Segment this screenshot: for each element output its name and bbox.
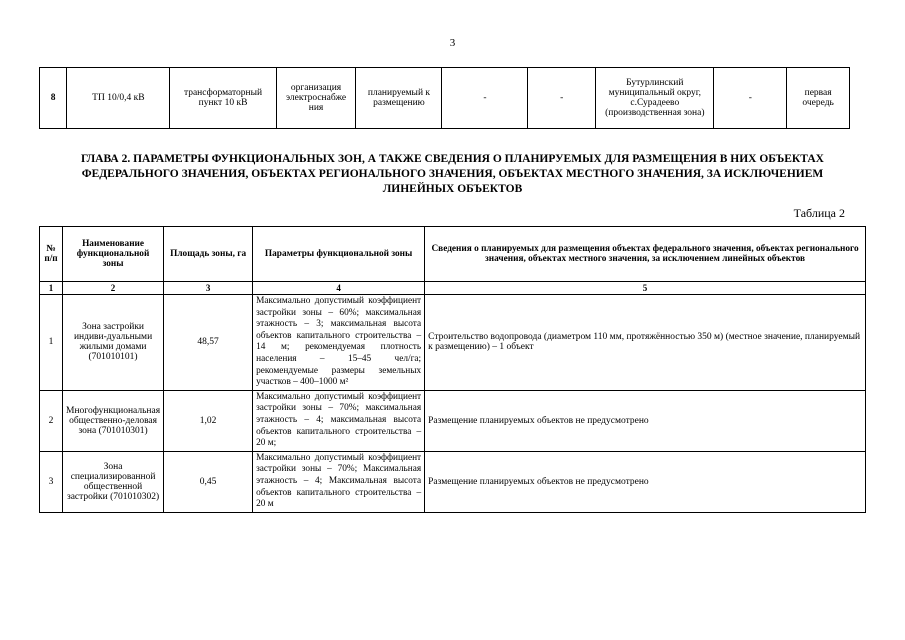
zone-name: Многофункциональная общественно-деловая зона (701010301) <box>63 390 164 451</box>
table-row <box>40 68 850 129</box>
zone-area: 0,45 <box>164 451 253 512</box>
zones-table <box>39 226 866 513</box>
cell-dash-3: - <box>714 68 787 129</box>
cell-dash-2: - <box>528 68 596 129</box>
zone-area: 48,57 <box>164 295 253 391</box>
cell-dash-1: - <box>442 68 528 129</box>
column-number: 1 <box>40 282 63 295</box>
column-number: 4 <box>253 282 425 295</box>
zone-objects: Размещение планируемых объектов не предусмотрено <box>425 390 866 451</box>
continuation-table <box>39 67 850 129</box>
column-number: 3 <box>164 282 253 295</box>
cell-location: Бутурлинский муниципальный округ, с.Сурадеево (производственная зона) <box>596 68 714 129</box>
cell-stage: первая очередь <box>787 68 850 129</box>
header-objects: Сведения о планируемых для размещения объектах федерального значения, объектах регионального значения, объектах местного значения, за исключением линейных объектов <box>425 227 866 282</box>
table-row <box>40 451 866 512</box>
cell-object-name: ТП 10/0,4 кВ <box>67 68 170 129</box>
header-params: Параметры функциональной зоны <box>253 227 425 282</box>
header-number: № п/п <box>40 227 63 282</box>
zone-objects: Строительство водопровода (диаметром 110 мм, протяжённостью 350 м) (местное значение, планируемый к размещению) – 1 объект <box>425 295 866 391</box>
zone-name: Зона застройки индиви-дуальными жилыми домами (701010101) <box>63 295 164 391</box>
zone-params: Максимально допустимый коэффициент застройки зоны – 60%; максимальная этажность – 3; максимальная высота объектов капитального строительства – 14 м; рекомендуемая плотность населения – 15–45 чел/га; рекомендуемые размеры земельных участков – 400–1000 м² <box>253 295 425 391</box>
cell-purpose: организация электроснабже ния <box>276 68 356 129</box>
header-area: Площадь зоны, га <box>164 227 253 282</box>
cell-object-type: трансформаторный пункт 10 кВ <box>170 68 276 129</box>
page-number: 3 <box>449 37 456 49</box>
table-caption: Таблица 2 <box>793 206 845 220</box>
row-number: 1 <box>40 295 63 391</box>
cell-number: 8 <box>40 68 67 129</box>
header-zone-name: Наименование функциональной зоны <box>63 227 164 282</box>
zone-params: Максимально допустимый коэффициент застройки зоны – 70%; максимальная этажность – 4; максимальная высота объектов капитального строительства – 20 м; <box>253 390 425 451</box>
zone-name: Зона специализированной общественной застройки (701010302) <box>63 451 164 512</box>
column-number-row <box>40 282 866 295</box>
table-row <box>40 295 866 391</box>
cell-status: планируемый к размещению <box>356 68 442 129</box>
table-row <box>40 390 866 451</box>
column-number: 5 <box>425 282 866 295</box>
zone-area: 1,02 <box>164 390 253 451</box>
table-header-row <box>40 227 866 282</box>
zone-params: Максимально допустимый коэффициент застройки зоны – 70%; Максимальная этажность – 4; Максимальная высота объектов капитального строительства – 20 м <box>253 451 425 512</box>
chapter-heading: ГЛАВА 2. ПАРАМЕТРЫ ФУНКЦИОНАЛЬНЫХ ЗОН, А ТАКЖЕ СВЕДЕНИЯ О ПЛАНИРУЕМЫХ ДЛЯ РАЗМЕЩЕНИЯ В НИХ ОБЪЕКТАХ ФЕДЕРАЛЬНОГО ЗНАЧЕНИЯ, ОБЪЕКТАХ РЕГИОНАЛЬНОГО ЗНАЧЕНИЯ, ОБЪЕКТАХ МЕСТНОГО ЗНАЧЕНИЯ, ЗА ИСКЛЮЧЕНИЕМ ЛИНЕЙНЫХ ОБЪЕКТОВ <box>81 153 824 195</box>
row-number: 2 <box>40 390 63 451</box>
column-number: 2 <box>63 282 164 295</box>
zone-objects: Размещение планируемых объектов не предусмотрено <box>425 451 866 512</box>
row-number: 3 <box>40 451 63 512</box>
